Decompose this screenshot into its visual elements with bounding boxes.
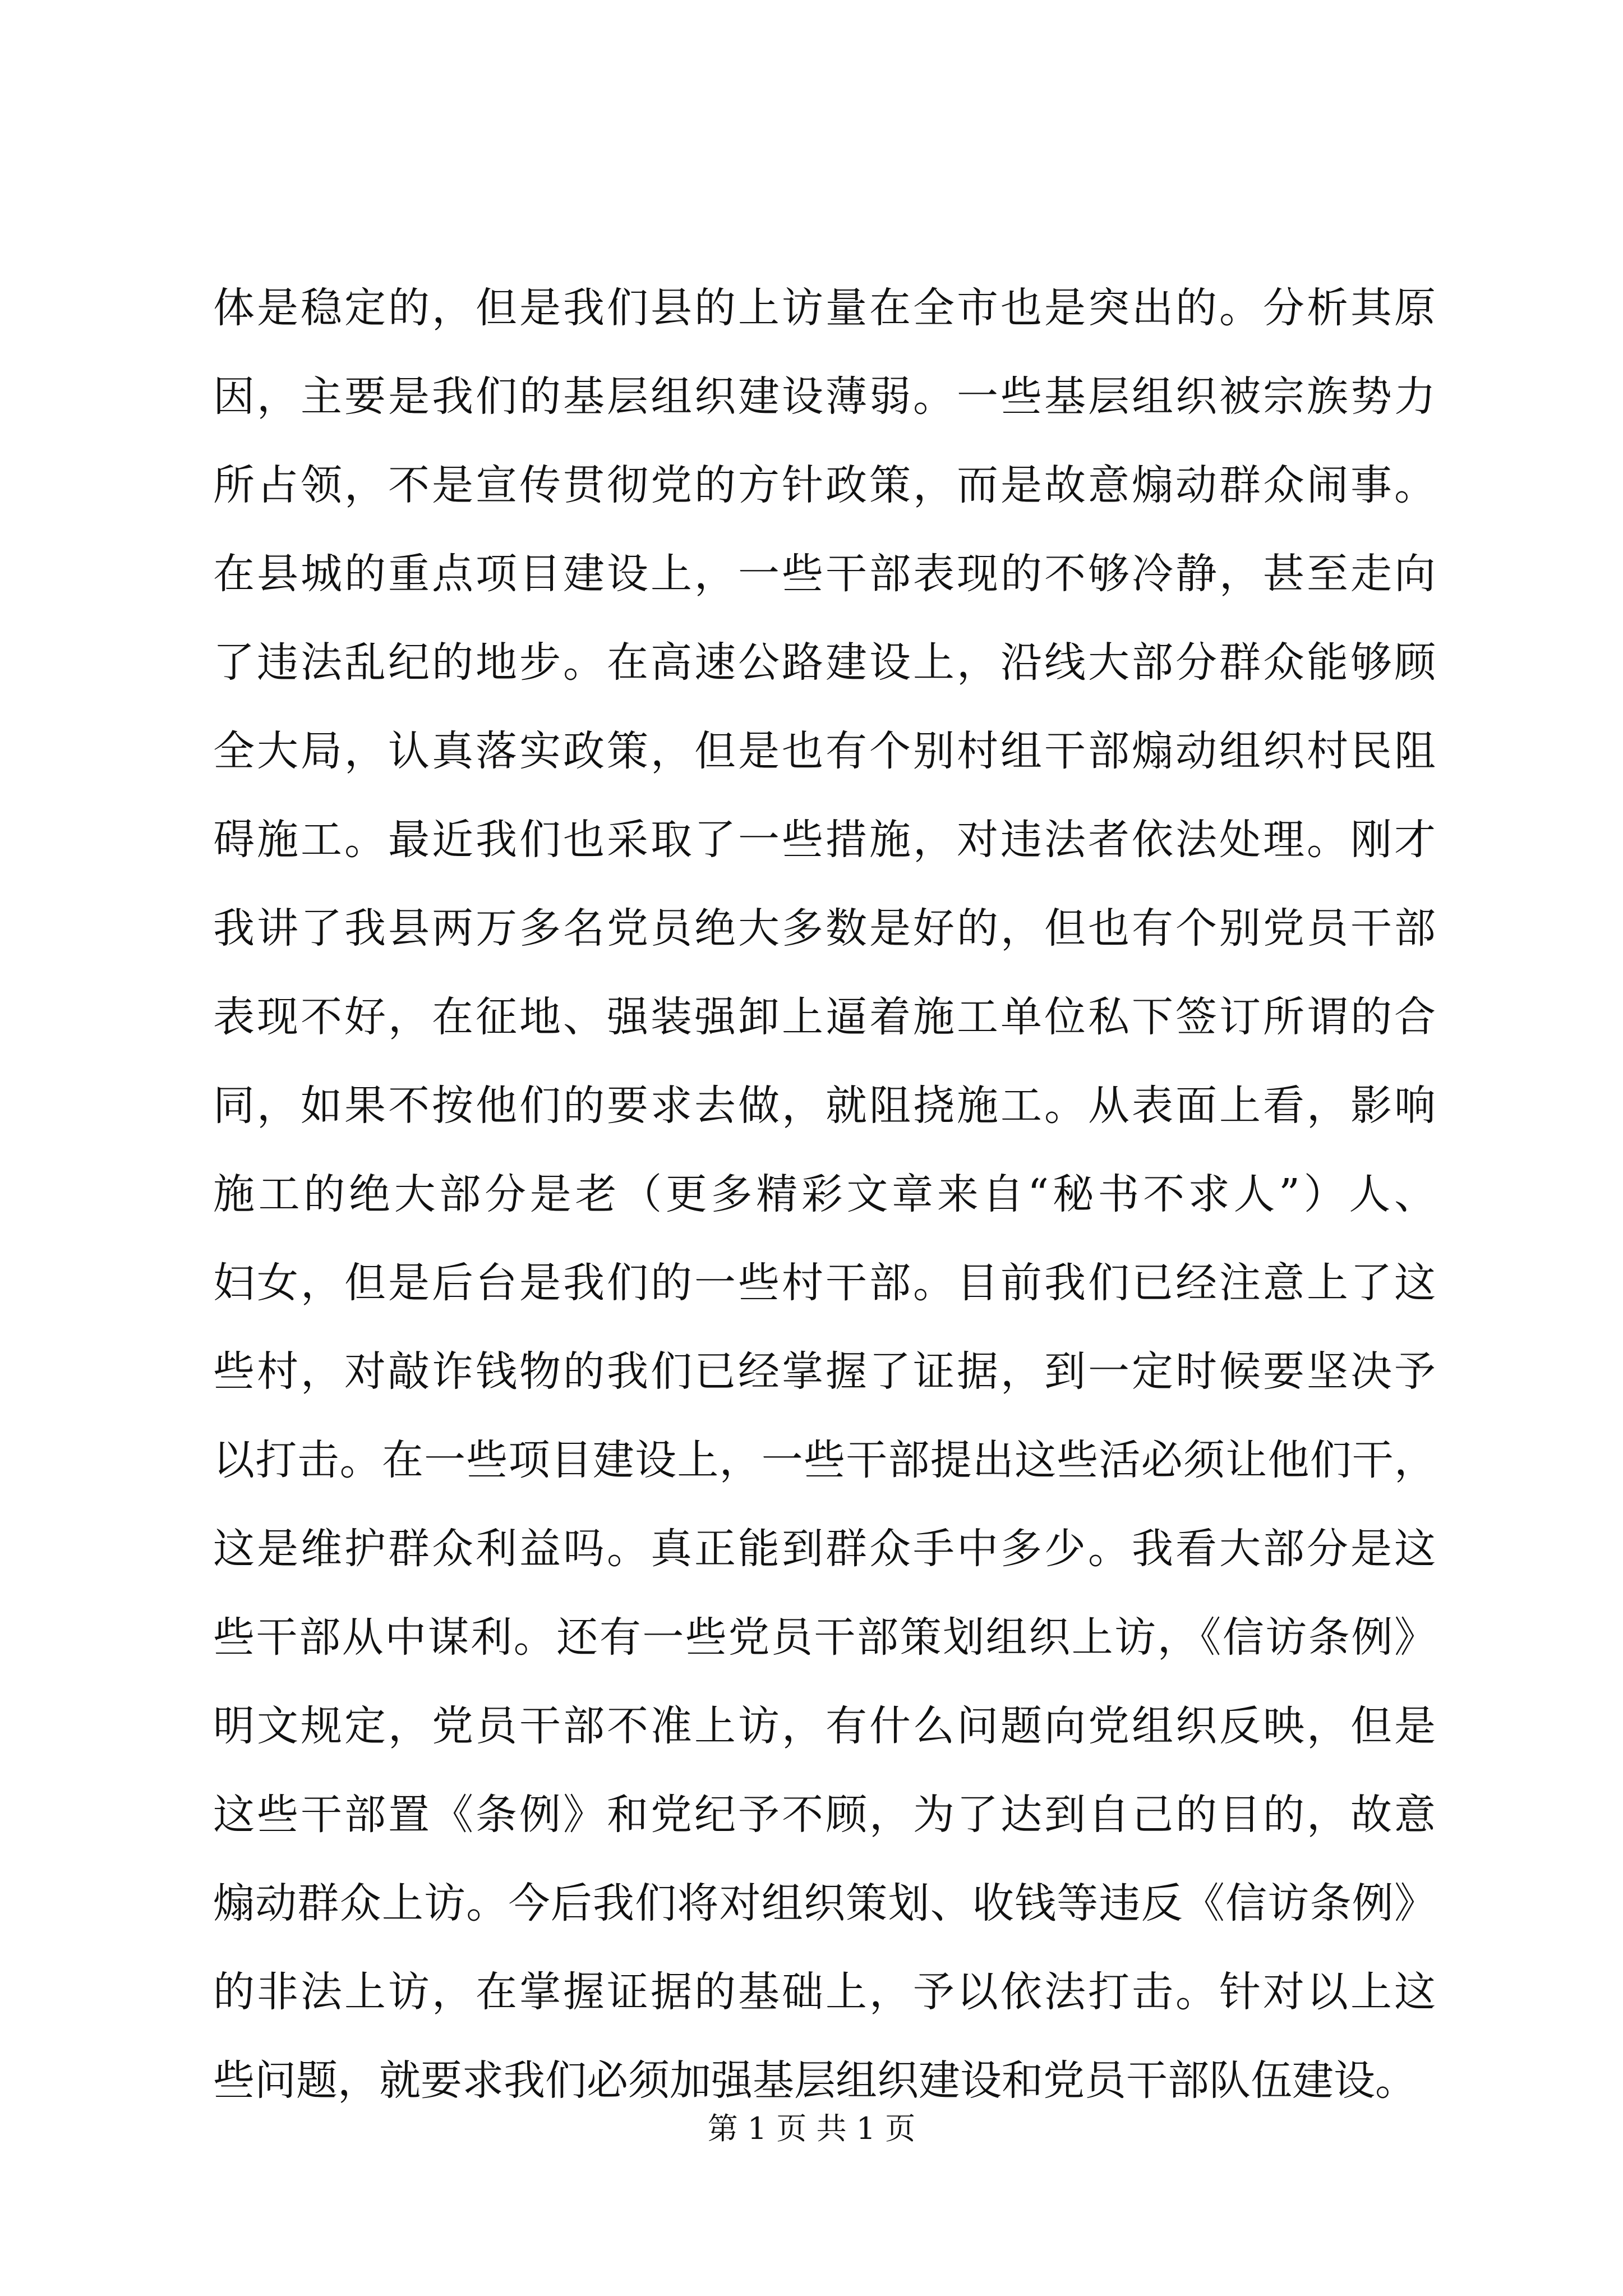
text-line: 的非法上访，在掌握证据的基础上，予以依法打击。针对以上这 xyxy=(213,1968,1436,2016)
text-line: 这是维护群众利益吗。真正能到群众手中多少。我看大部分是这 xyxy=(213,1525,1436,1573)
text-line: 些问题，就要求我们必须加强基层组织建设和党员干部队伍建设。 xyxy=(213,2056,1417,2105)
body-text xyxy=(213,264,1436,2125)
text-line: 全大局，认真落实政策，但是也有个别村组干部煽动组织村民阻 xyxy=(213,727,1436,775)
text-line: 体是稳定的，但是我们县的上访量在全市也是突出的。分析其原 xyxy=(213,284,1436,332)
text-line: 碍施工。最近我们也采取了一些措施，对违法者依法处理。刚才 xyxy=(213,816,1436,864)
text-line: 表现不好，在征地、强装强卸上逼着施工单位私下签订所谓的合 xyxy=(213,993,1436,1041)
text-line: 因，主要是我们的基层组织建设薄弱。一些基层组织被宗族势力 xyxy=(213,372,1436,421)
text-line: 些村，对敲诈钱物的我们已经掌握了证据，到一定时候要坚决予 xyxy=(213,1347,1436,1396)
text-line: 煽动群众上访。今后我们将对组织策划、收钱等违反《信访条例》 xyxy=(213,1879,1436,1927)
text-line: 这些干部置《条例》和党纪予不顾，为了达到自己的目的，故意 xyxy=(213,1791,1436,1839)
text-line: 施工的绝大部分是老（更多精彩文章来自“秘书不求人”）人、 xyxy=(213,1170,1436,1218)
text-line: 明文规定，党员干部不准上访，有什么问题向党组织反映，但是 xyxy=(213,1702,1436,1750)
text-line: 妇女，但是后台是我们的一些村干部。目前我们已经注意上了这 xyxy=(213,1259,1436,1307)
page-number-footer: 第 1 页 共 1 页 xyxy=(707,2111,916,2146)
text-line: 些干部从中谋利。还有一些党员干部策划组织上访，《信访条例》 xyxy=(213,1613,1436,1662)
text-line: 我讲了我县两万多名党员绝大多数是好的，但也有个别党员干部 xyxy=(213,904,1436,953)
text-line: 同，如果不按他们的要求去做，就阻挠施工。从表面上看，影响 xyxy=(213,1082,1436,1130)
text-line: 在县城的重点项目建设上，一些干部表现的不够冷静，甚至走向 xyxy=(213,550,1436,598)
text-line: 以打击。在一些项目建设上，一些干部提出这些活必须让他们干， xyxy=(213,1436,1436,1484)
text-line: 所占领，不是宣传贯彻党的方针政策，而是故意煽动群众闹事。 xyxy=(213,461,1436,509)
text-line: 了违法乱纪的地步。在高速公路建设上，沿线大部分群众能够顾 xyxy=(213,638,1436,687)
